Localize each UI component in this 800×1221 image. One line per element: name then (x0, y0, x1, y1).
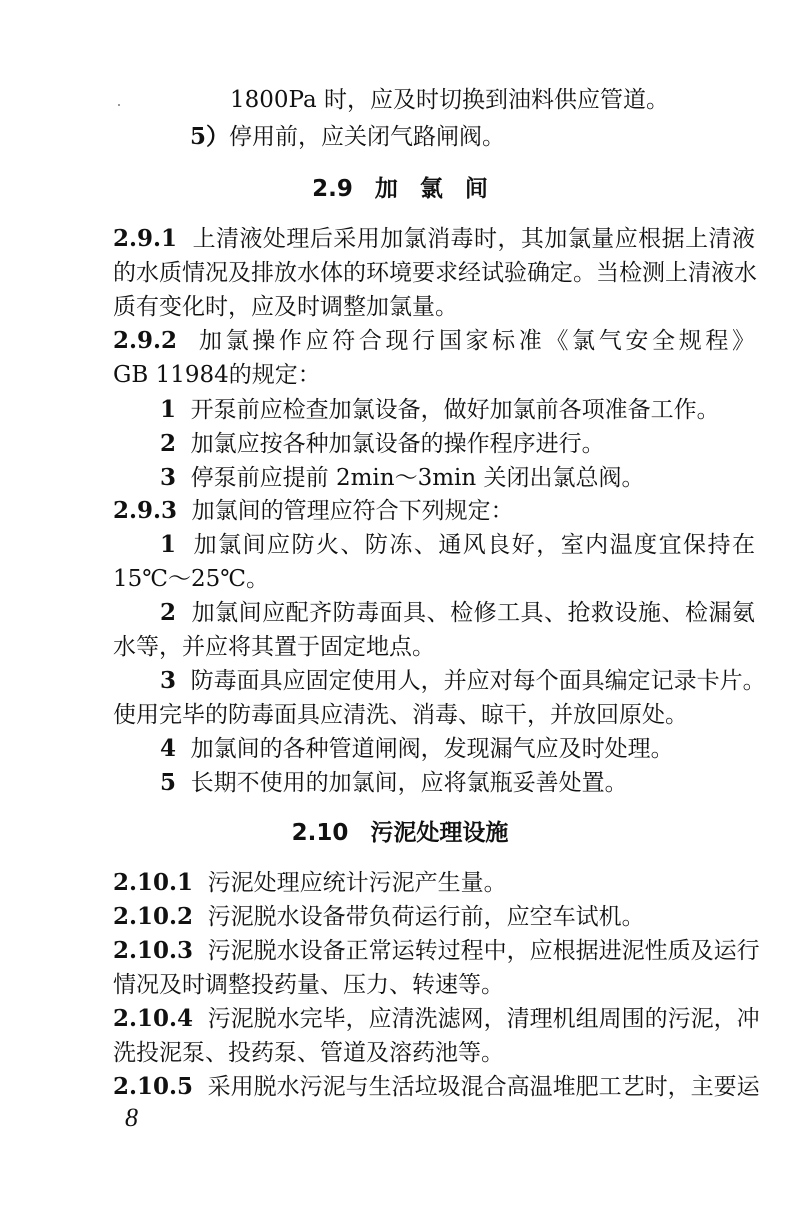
clause-number: 2.9.2 (113, 327, 178, 354)
item-text: 加氯间的各种管道闸阀，发现漏气应及时处理。 (190, 736, 674, 762)
item-text: 停用前，应关闭气路闸阀。 (229, 124, 506, 150)
item-number: 5） (190, 123, 230, 150)
item-text: 防毒面具应固定使用人，并应对每个面具编定记录卡片。 (190, 668, 766, 694)
item-number: 3 (160, 464, 177, 491)
clause-2-9-1-line2: 的水质情况及排放水体的环境要求经试验确定。当检测上清液水 (113, 260, 757, 286)
clause-2-9-3-item-2-line2: 水等，并应将其置于固定地点。 (113, 634, 435, 660)
clause-2-9-2-item-1 (160, 393, 755, 427)
section-number: 2.10 (291, 820, 349, 846)
clause-2-9-1-line3: 质有变化时，应及时调整加氯量。 (113, 294, 458, 320)
clause-number: 2.10.4 (113, 1005, 194, 1032)
clause-2-9-3-item-4 (160, 732, 755, 766)
clause-text: 上清液处理后采用加氯消毒时，其加氯量应根据上清液 (192, 226, 755, 252)
item-text: 停泵前应提前 2min～3min 关闭出氯总阀。 (190, 465, 645, 491)
section-title-char: 间 (464, 176, 488, 202)
clause-text: 加氯操作应符合现行国家标准《氯气安全规程》 (198, 328, 756, 354)
scan-speck (118, 104, 120, 106)
item-text: 开泵前应检查加氯设备，做好加氯前各项准备工作。 (190, 397, 720, 423)
section-title-char: 氯 (419, 176, 443, 202)
clause-2-9-3-item-3-line1 (160, 664, 766, 698)
item-text: 长期不使用的加氯间，应将氯瓶妥善处置。 (190, 770, 628, 796)
page-number: 8 (125, 1103, 138, 1132)
item-5-line (190, 120, 800, 154)
section-number: 2.9 (312, 176, 353, 202)
clause-2-10-2 (113, 900, 755, 934)
item-number: 4 (160, 735, 177, 762)
item-text: 加氯间应防火、防冻、通风良好，室内温度宜保持在 (193, 532, 756, 558)
clause-2-9-3-item-1-line2: 15℃～25℃。 (113, 566, 269, 592)
clause-2-10-4-line1 (113, 1002, 760, 1036)
clause-2-9-1-line1 (113, 222, 755, 256)
clause-2-9-3-item-5 (160, 766, 755, 800)
clause-2-9-2-line1 (113, 324, 755, 358)
clause-number: 2.9.1 (113, 225, 178, 252)
item-number: 2 (160, 430, 177, 457)
clause-number: 2.9.3 (113, 497, 178, 524)
clause-2-10-3-line2: 情况及时调整投药量、压力、转速等。 (113, 972, 504, 998)
section-heading-2-10 (0, 816, 800, 850)
clause-2-9-2-item-2 (160, 427, 755, 461)
clause-number: 2.10.2 (113, 903, 194, 930)
clause-text: 污泥处理应统计污泥产生量。 (207, 870, 507, 896)
continued-line: 1800Pa 时，应及时切换到油料供应管道。 (230, 87, 669, 113)
clause-number: 2.10.5 (113, 1073, 194, 1100)
clause-2-9-2-item-3 (160, 461, 755, 495)
item-number: 5 (160, 769, 177, 796)
clause-text: 污泥脱水设备带负荷运行前，应空车试机。 (207, 904, 645, 930)
item-text: 加氯间应配齐防毒面具、检修工具、抢救设施、检漏氨 (191, 600, 756, 626)
clause-text: 加氯间的管理应符合下列规定： (191, 498, 514, 524)
clause-2-10-3-line1 (113, 934, 760, 968)
clause-2-10-5-line1 (113, 1070, 760, 1104)
section-heading-2-9 (0, 172, 800, 206)
clause-number: 2.10.1 (113, 869, 194, 896)
item-number: 1 (160, 531, 177, 558)
item-text: 加氯应按各种加氯设备的操作程序进行。 (190, 431, 605, 457)
section-title: 污泥处理设施 (370, 820, 509, 846)
item-number: 1 (160, 396, 177, 423)
clause-text: 采用脱水污泥与生活垃圾混合高温堆肥工艺时，主要运 (207, 1074, 760, 1100)
clause-2-10-4-line2: 洗投泥泵、投药泵、管道及溶药池等。 (113, 1040, 504, 1066)
item-number: 3 (160, 667, 177, 694)
clause-text: 污泥脱水设备正常运转过程中，应根据进泥性质及运行 (207, 938, 760, 964)
clause-2-9-3-item-3-line2: 使用完毕的防毒面具应清洗、消毒、晾干，并放回原处。 (113, 702, 688, 728)
clause-2-9-3-item-1-line1 (160, 528, 755, 562)
item-number: 2 (160, 599, 177, 626)
clause-text: 污泥脱水完毕，应清洗滤网，清理机组周围的污泥，冲 (207, 1006, 760, 1032)
clause-2-9-3-item-2-line1 (160, 596, 755, 630)
clause-2-9-3-line1 (113, 494, 755, 528)
clause-2-10-1 (113, 866, 755, 900)
clause-2-9-2-line2: GB 11984的规定： (113, 362, 321, 388)
section-title-char: 加 (374, 176, 398, 202)
clause-number: 2.10.3 (113, 937, 194, 964)
